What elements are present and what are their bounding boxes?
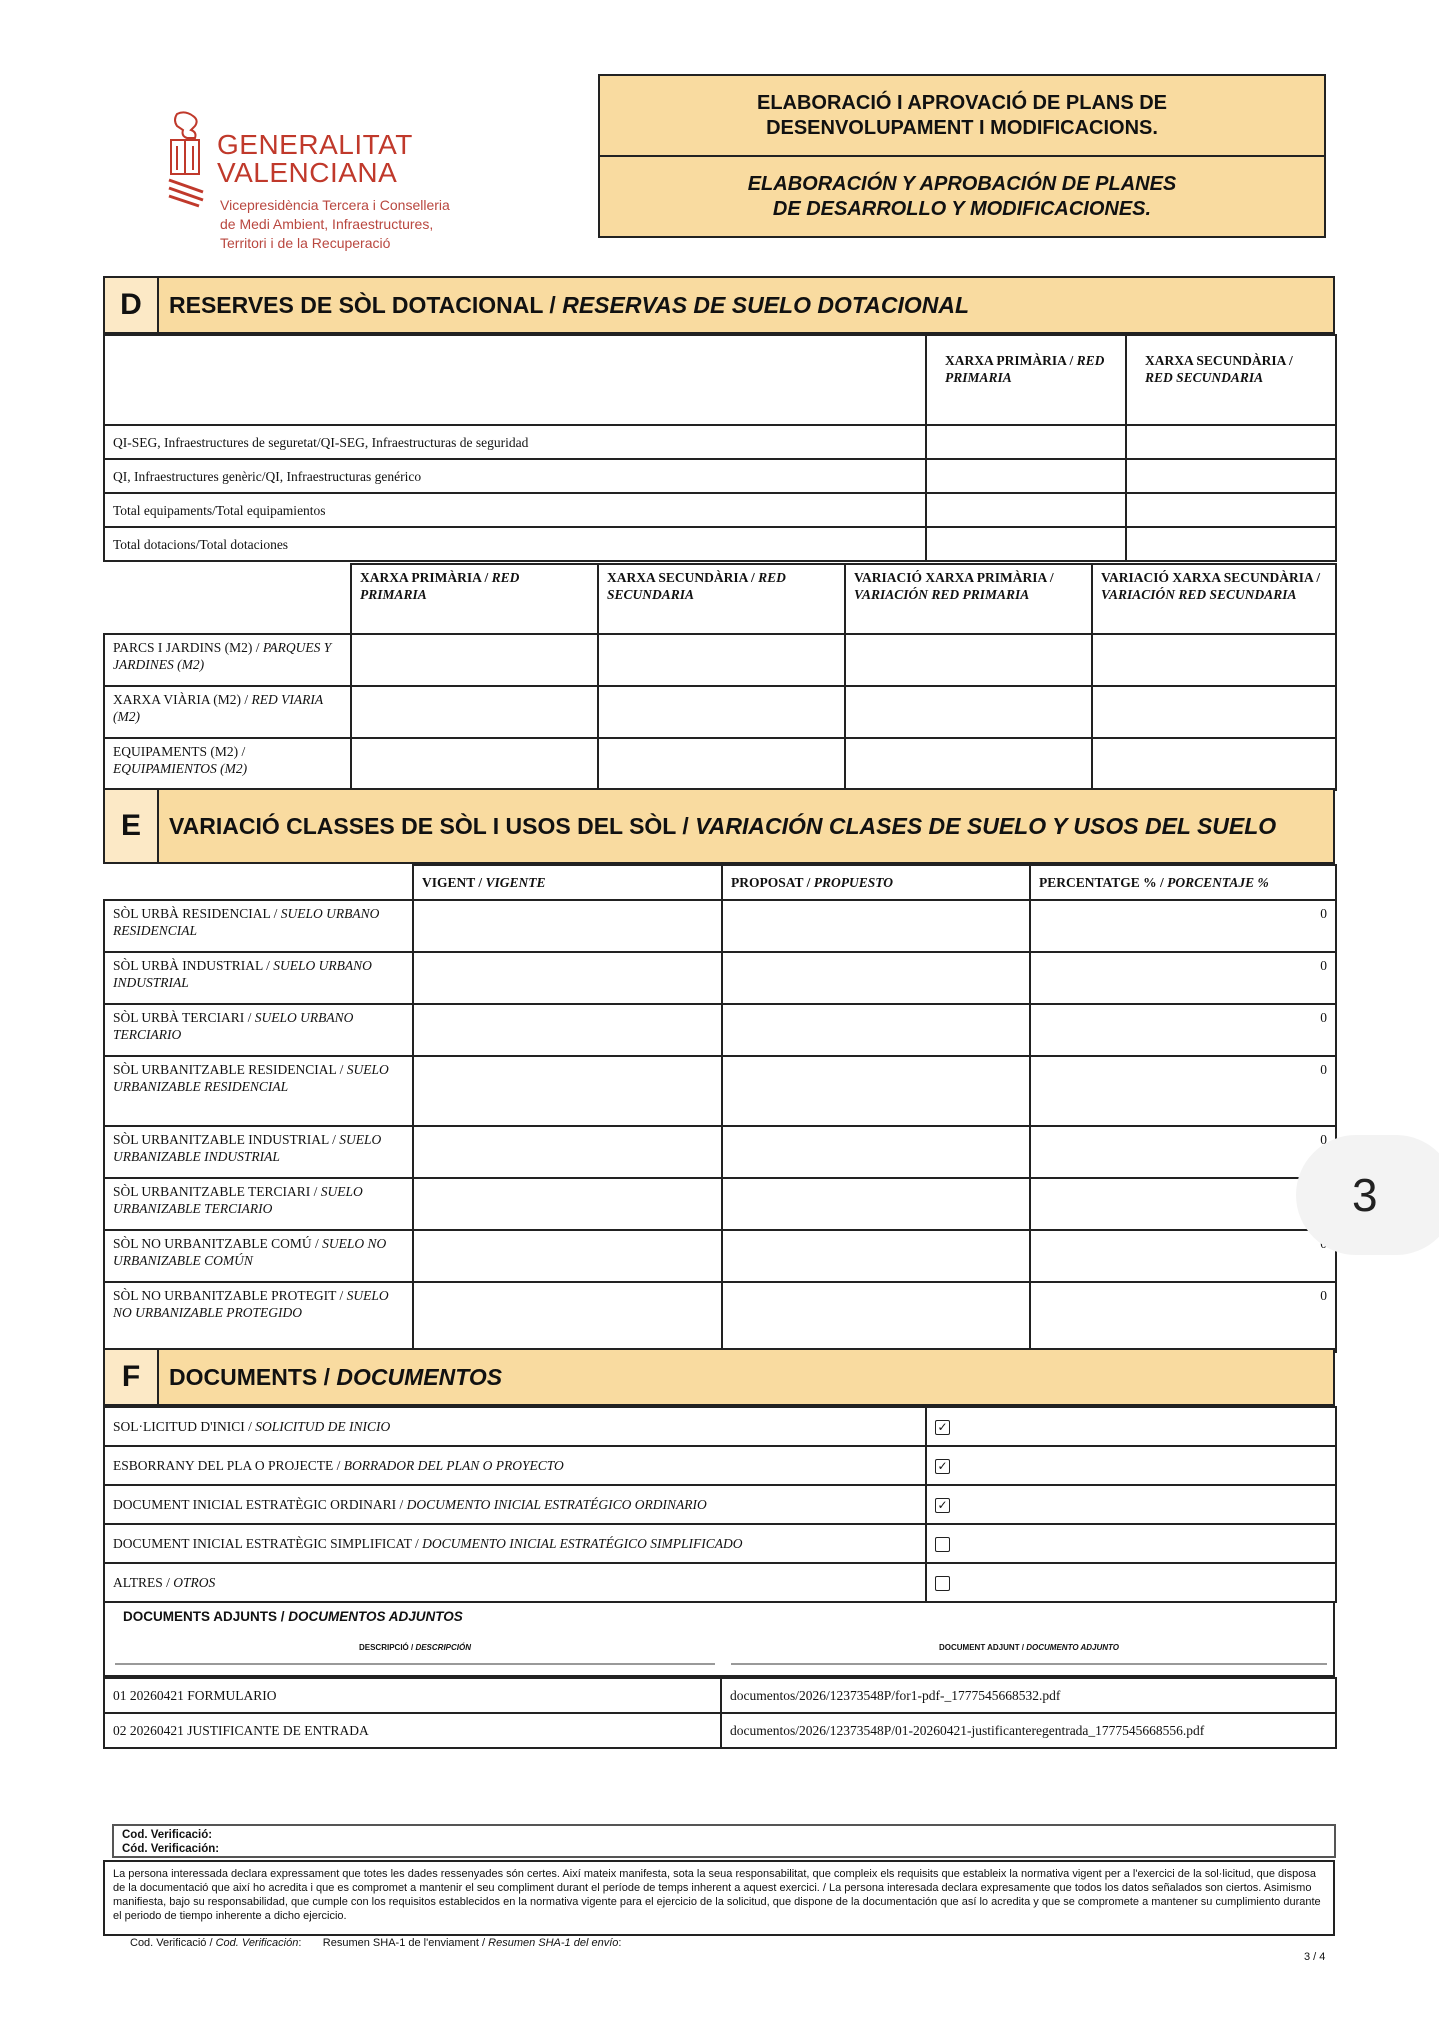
e-percentatge-cell[interactable] [1030,1178,1336,1230]
coat-of-arms-icon [165,110,209,210]
e-vigent-cell[interactable] [413,1004,722,1056]
t2-value-cell[interactable] [1092,686,1336,738]
table-row [104,1230,1336,1282]
logo-sub2: de Medi Ambient, Infraestructures, [220,216,434,232]
e-vigent-cell[interactable] [413,1126,722,1178]
document-label: DOCUMENT INICIAL ESTRATÈGIC ORDINARI / DOCUMENTO INICIAL ESTRATÉGICO ORDINARIO [104,1485,926,1524]
t1-row-label: QI-SEG, Infraestructures de seguretat/QI-SEG, Infraestructuras de seguridad [104,425,926,459]
e-proposat-cell[interactable] [722,1230,1030,1282]
table-row [104,952,1336,1004]
table-row [104,527,1336,561]
e-vigent-cell[interactable] [413,1282,722,1352]
e-row-label: SÒL URBÀ TERCIARI / SUELO URBANO TERCIARIO [104,1004,413,1056]
logo-sub1: Vicepresidència Tercera i Conselleria [220,197,450,213]
t2-value-cell[interactable] [351,738,598,790]
t2-value-cell[interactable] [351,686,598,738]
cod-val-label: Cod. Verificació: [122,1829,213,1841]
t2-column-header: VARIACIÓ XARXA SECUNDÀRIA / VARIACIÓN RED SECUNDARIA [1092,564,1336,634]
t2-corner-cell [104,564,351,634]
table-row [104,1678,1336,1713]
t1-corner-cell [104,335,926,425]
section-d-title: RESERVES DE SÒL DOTACIONAL / RESERVAS DE SUELO DOTACIONAL [169,292,969,318]
document-label: ESBORRANY DEL PLA O PROJECTE / BORRADOR DEL PLAN O PROYECTO [104,1446,926,1485]
t2-row-label: EQUIPAMENTS (M2) / EQUIPAMIENTOS (M2) [104,738,351,790]
t1-header-primaria: XARXA PRIMÀRIA / RED PRIMARIA [926,335,1126,425]
title-es-line1: ELABORACIÓN Y APROBACIÓN DE PLANES [747,172,1177,195]
e-percentatge-cell[interactable]: 0 [1030,1056,1336,1126]
t1-row-label: QI, Infraestructures genèric/QI, Infraestructuras genérico [104,459,926,493]
document-checkbox-cell [926,1563,1336,1602]
t1-row-label: Total dotacions/Total dotaciones [104,527,926,561]
title-valencian [600,76,1324,157]
document-label: ALTRES / OTROS [104,1563,926,1602]
col-desc-header: DESCRIPCIÓ / DESCRIPCIÓN [358,1643,471,1652]
t2-value-cell[interactable] [845,686,1092,738]
section-f-letter: F [105,1350,159,1404]
e-proposat-cell[interactable] [722,952,1030,1004]
section-e-title: VARIACIÓ CLASSES DE SÒL I USOS DEL SÒL / VARIACIÓN CLASES DE SUELO Y USOS DEL SUELO [169,813,1277,839]
e-row-label: SÒL NO URBANITZABLE COMÚ / SUELO NO URBANIZABLE COMÚN [104,1230,413,1282]
logo-line1: GENERALITAT [217,129,413,160]
cod-es-label: Cód. Verificación: [122,1843,220,1855]
checkbox-empty-icon[interactable] [935,1576,950,1591]
footer-line: Cod. Verificació / Cod. Verificación: Resumen SHA-1 de l'enviament / Resumen SHA-1 del envío: [130,1937,622,1949]
t1-cell-primaria[interactable] [926,527,1126,561]
table-row [104,1282,1336,1352]
adjunts-header-box [103,1601,1335,1677]
e-row-label: SÒL URBANITZABLE TERCIARI / SUELO URBANIZABLE TERCIARIO [104,1178,413,1230]
e-percentatge-cell[interactable]: 0 [1030,900,1336,952]
e-row-label: SÒL URBÀ INDUSTRIAL / SUELO URBANO INDUSTRIAL [104,952,413,1004]
e-proposat-cell[interactable] [722,1056,1030,1126]
e-vigent-cell[interactable] [413,1230,722,1282]
section-e-header [103,788,1335,864]
t2-row-label: PARCS I JARDINS (M2) / PARQUES Y JARDINES (M2) [104,634,351,686]
table-row [104,1126,1336,1178]
e-proposat-cell[interactable] [722,1004,1030,1056]
col-doc-rule [731,1663,1327,1665]
section-e-letter: E [105,790,159,862]
t1-cell-secundaria[interactable] [1126,527,1336,561]
table-row [104,425,1336,459]
table-row [104,634,1336,686]
checkbox-checked-icon[interactable]: ✓ [935,1459,950,1474]
verification-code-box [112,1824,1336,1858]
logo-sub3: Territori i de la Recuperació [220,235,391,251]
e-row-label: SÒL URBANITZABLE RESIDENCIAL / SUELO URBANIZABLE RESIDENCIAL [104,1056,413,1126]
adjunt-description: 02 20260421 JUSTIFICANTE DE ENTRADA [104,1713,721,1748]
e-vigent-cell[interactable] [413,1056,722,1126]
list-item [104,1407,1336,1446]
e-percentatge-cell[interactable] [1030,1230,1336,1282]
t1-cell-secundaria[interactable] [1126,493,1336,527]
list-item [104,1524,1336,1563]
page-indicator-badge[interactable]: 3 [1296,1135,1439,1255]
e-percentatge-cell[interactable]: 0 [1030,1282,1336,1352]
e-vigent-cell[interactable] [413,900,722,952]
generalitat-logo [165,110,485,250]
col-desc-rule [115,1663,715,1665]
list-item [104,1485,1336,1524]
t2-value-cell[interactable] [1092,634,1336,686]
e-percentatge-cell[interactable]: 0 [1030,1126,1336,1178]
logo-line2: VALENCIANA [217,157,398,188]
e-vigent-cell[interactable] [413,952,722,1004]
documents-table [103,1406,1337,1603]
e-proposat-cell[interactable] [722,900,1030,952]
e-row-label: SÒL NO URBANITZABLE PROTEGIT / SUELO NO URBANIZABLE PROTEGIDO [104,1282,413,1352]
checkbox-checked-icon[interactable]: ✓ [935,1498,950,1513]
t1-cell-secundaria[interactable] [1126,425,1336,459]
e-proposat-cell[interactable] [722,1178,1030,1230]
section-f-header [103,1348,1335,1406]
e-percentatge-cell[interactable]: 0 [1030,952,1336,1004]
e-row-label: SÒL URBANITZABLE INDUSTRIAL / SUELO URBANIZABLE INDUSTRIAL [104,1126,413,1178]
e-proposat-cell[interactable] [722,1126,1030,1178]
t1-cell-primaria[interactable] [926,493,1126,527]
col-doc-header: DOCUMENT ADJUNT / DOCUMENTO ADJUNTO [938,1643,1119,1652]
section-f-title: DOCUMENTS / DOCUMENTOS [169,1364,503,1390]
section-d-letter: D [105,278,159,332]
e-vigent-cell[interactable] [413,1178,722,1230]
t2-value-cell[interactable] [598,686,845,738]
document-label: SOL·LICITUD D'INICI / SOLICITUD DE INICIO [104,1407,926,1446]
table-row [104,738,1336,790]
adjunt-file-link[interactable]: documentos/2026/12373548P/01-20260421-justificanteregentrada_1777545668556.pdf [721,1713,1336,1748]
table-row [104,1713,1336,1748]
e-row-label: SÒL URBÀ RESIDENCIAL / SUELO URBANO RESIDENCIAL [104,900,413,952]
document-checkbox-cell [926,1407,1336,1446]
title-spanish [600,157,1324,236]
table-row [104,459,1336,493]
checkbox-empty-icon[interactable] [935,1537,950,1552]
adjunts-title: DOCUMENTS ADJUNTS / DOCUMENTOS ADJUNTOS [123,1609,463,1624]
t1-cell-primaria[interactable] [926,425,1126,459]
t1-cell-primaria[interactable] [926,459,1126,493]
t2-value-cell[interactable] [1092,738,1336,790]
t2-value-cell[interactable] [598,738,845,790]
t2-column-header: XARXA PRIMÀRIA / RED PRIMARIA [351,564,598,634]
e-column-header: PROPOSAT / PROPUESTO [722,865,1030,900]
t2-value-cell[interactable] [598,634,845,686]
document-checkbox-cell [926,1446,1336,1485]
adjunts-table [103,1677,1337,1749]
table-row [104,900,1336,952]
table-row [104,686,1336,738]
form-title-box [598,74,1326,238]
page-number: 3 / 4 [1304,1951,1326,1963]
t2-value-cell[interactable] [845,634,1092,686]
t1-cell-secundaria[interactable] [1126,459,1336,493]
t2-column-header: VARIACIÓ XARXA PRIMÀRIA / VARIACIÓN RED PRIMARIA [845,564,1092,634]
e-proposat-cell[interactable] [722,1282,1030,1352]
e-column-header: VIGENT / VIGENTE [413,865,722,900]
document-checkbox-cell [926,1485,1336,1524]
table-row [104,1056,1336,1126]
t2-column-header: XARXA SECUNDÀRIA / RED SECUNDARIA [598,564,845,634]
t2-row-label: XARXA VIÀRIA (M2) / RED VIARIA (M2) [104,686,351,738]
table-row [104,1178,1336,1230]
title-val-line1: ELABORACIÓ I APROVACIÓ DE PLANS DE [756,91,1168,114]
section-d-header [103,276,1335,334]
document-label: DOCUMENT INICIAL ESTRATÈGIC SIMPLIFICAT / DOCUMENTO INICIAL ESTRATÉGICO SIMPLIFICADO [104,1524,926,1563]
adjunt-description: 01 20260421 FORMULARIO [104,1678,721,1713]
logo-subtitle [220,196,450,253]
list-item [104,1563,1336,1602]
t1-row-label: Total equipaments/Total equipamientos [104,493,926,527]
t2-value-cell[interactable] [351,634,598,686]
adjunt-file-link[interactable]: documentos/2026/12373548P/for1-pdf-_1777545668532.pdf [721,1678,1336,1713]
e-corner-cell [104,865,413,900]
table-row [104,1004,1336,1056]
clases-suelo-table [103,864,1337,1353]
e-percentatge-cell[interactable]: 0 [1030,1004,1336,1056]
checkbox-checked-icon[interactable]: ✓ [935,1420,950,1435]
title-val-line2: DESENVOLUPAMENT I MODIFICACIONS. [766,116,1158,139]
t2-value-cell[interactable] [845,738,1092,790]
table-row [104,493,1336,527]
dotacional-table-2 [103,563,1337,791]
list-item [104,1446,1336,1485]
dotacional-table-1 [103,334,1337,562]
declaration-text: La persona interessada declara expressament que totes les dades ressenyades són certes. Així mateix manifesta, sota la seua responsabilitat, que compleix els requisits que estableix la normativa vigent per a l'exercici de la sol·licitud, que disposa de la documentació que així ho acredita i que es compromet a mantenir el seu compliment durant el període de temps inherent a aquest exercici. / La persona interesada declara expresamente que todos los datos señalados son ciertos. Asimismo manifiesta, bajo su responsabilidad, que cumple con los requisitos establecidos en la normativa vigente para el ejercicio de la solicitud, que dispone de la documentación que así lo acredita y que se compromete a mantener su cumplimiento durante el periodo de tiempo inherente a dicho ejercicio. [103,1860,1335,1936]
document-checkbox-cell [926,1524,1336,1563]
e-column-header: PERCENTATGE % / PORCENTAJE % [1030,865,1336,900]
t1-header-secundaria: XARXA SECUNDÀRIA / RED SECUNDARIA [1126,335,1336,425]
title-es-line2: DE DESARROLLO Y MODIFICACIONES. [772,197,1152,220]
